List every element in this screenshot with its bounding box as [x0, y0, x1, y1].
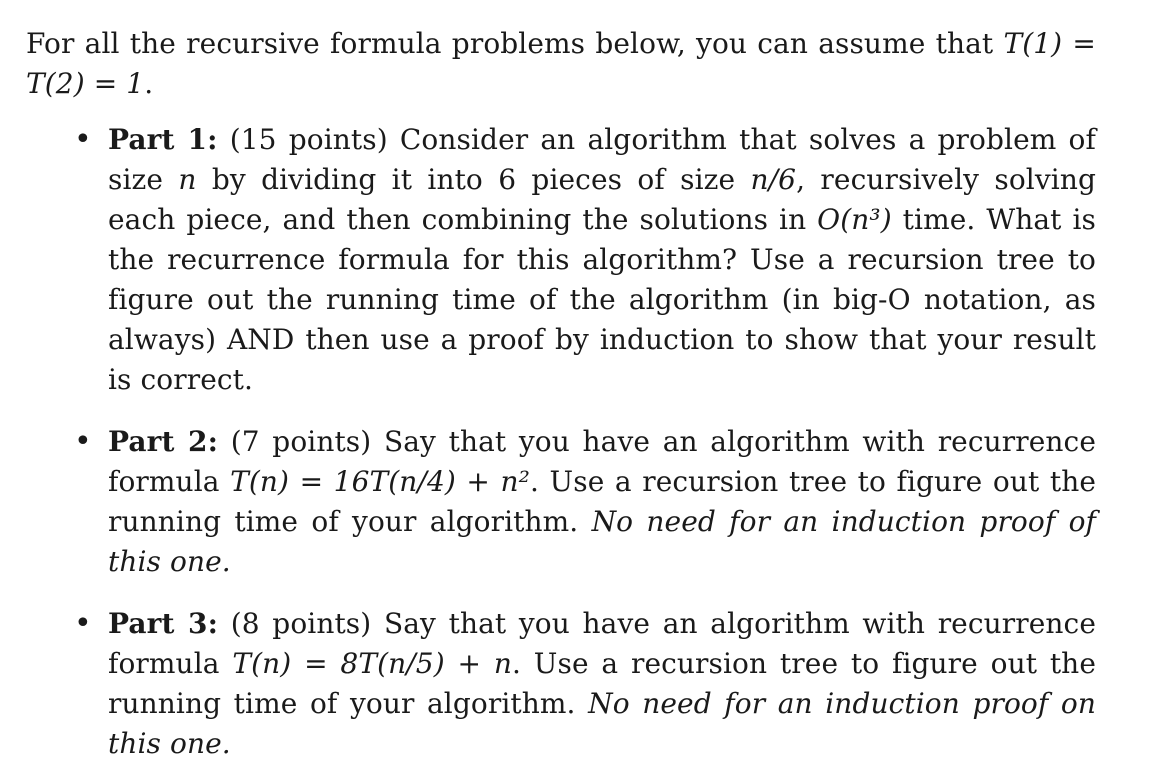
part-emphasis: No need for an induction proof of this one. [108, 505, 1096, 578]
math-var-n: n [178, 163, 197, 196]
math-formula: T(n) = 16T(n/4) + n² [230, 465, 530, 498]
part-emphasis: No need for an induction proof on this one. [108, 687, 1096, 760]
parts-list [26, 120, 1096, 764]
bullet-icon: • [74, 122, 92, 157]
part-points: (7 points) [230, 425, 372, 458]
math-formula: T(n) = 8T(n/5) + n [232, 647, 512, 680]
part-points: (8 points) [230, 607, 372, 640]
part-points: (15 points) [229, 123, 388, 156]
bullet-icon: • [74, 606, 92, 641]
part-text-c: , recursively solving each piece, and then combining the solutions in [108, 163, 1096, 236]
part-text-b: by dividing it into 6 pieces of size [196, 163, 751, 196]
intro-paragraph [26, 24, 1096, 104]
part-label: Part 3: [108, 607, 219, 640]
intro-formula: T(1) = T(2) = 1 [26, 27, 1096, 100]
part-text-a: Consider an algorithm that solves a problem of size [108, 123, 1096, 196]
list-item-part-1 [26, 120, 1096, 400]
part-text-b: . Use a recursion tree to figure out the running time of your algorithm. [108, 465, 1096, 538]
part-label: Part 2: [108, 425, 219, 458]
math-time-expr: O(n³) [817, 203, 892, 236]
intro-text-after: . [144, 67, 154, 100]
intro-text-before: For all the recursive formula problems below, you can assume that [26, 27, 1004, 60]
list-item-part-3 [26, 604, 1096, 764]
math-size-expr: n/6 [750, 163, 797, 196]
part-text-b: . Use a recursion tree to figure out the running time of your algorithm. [108, 647, 1096, 720]
document-page [26, 24, 1096, 764]
part-text-a: Say that you have an algorithm with recurrence formula [108, 425, 1096, 498]
part-label: Part 1: [108, 123, 218, 156]
list-item-part-2 [26, 422, 1096, 582]
part-text-a: Say that you have an algorithm with recurrence formula [108, 607, 1096, 680]
bullet-icon: • [74, 424, 92, 459]
part-text-d: time. What is the recurrence formula for this algorithm? Use a recursion tree to figure out the running time of the algorithm (in big-O notation, as always) AND then use a proof by induction to show that your result is correct. [108, 203, 1096, 396]
